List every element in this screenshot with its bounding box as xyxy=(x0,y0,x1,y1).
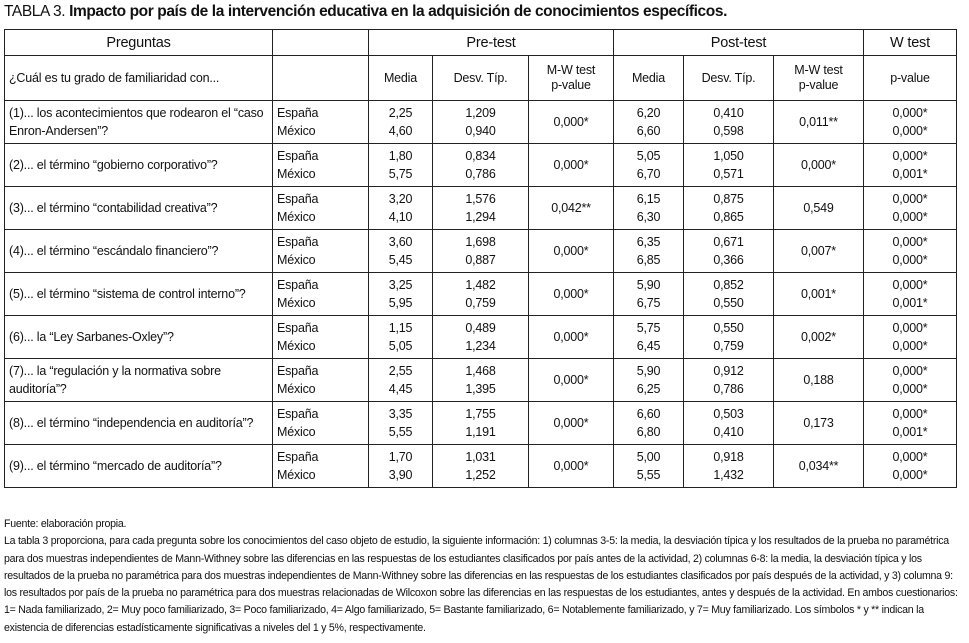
question-cell: (1)... los acontecimientos que rodearon el “caso Enron-Andersen”? xyxy=(5,101,273,144)
table-title xyxy=(4,3,727,21)
country-cell: España México xyxy=(273,230,369,273)
post-mw-cell: 0,011** xyxy=(774,101,864,144)
w-pvalue-cell: 0,000* 0,000* xyxy=(864,316,957,359)
post-desv-cell: 0,503 0,410 xyxy=(684,402,774,445)
post-mw-cell: 0,007* xyxy=(774,230,864,273)
header-pre-test: Pre-test xyxy=(369,30,614,56)
question-cell: (5)... el término “sistema de control interno”? xyxy=(5,273,273,316)
post-mw-cell: 0,034** xyxy=(774,445,864,488)
country-cell: España México xyxy=(273,101,369,144)
question-cell: (3)... el término “contabilidad creativa”? xyxy=(5,187,273,230)
pre-media-cell: 3,25 5,95 xyxy=(369,273,433,316)
table-row xyxy=(5,402,957,445)
table-row xyxy=(5,359,957,402)
header-w-pvalue: p-value xyxy=(864,56,957,101)
header-blank xyxy=(273,30,369,56)
table-caption: Impacto por país de la intervención educativa en la adquisición de conocimientos específicos. xyxy=(69,3,727,20)
country-cell: España México xyxy=(273,187,369,230)
w-pvalue-cell: 0,000* 0,000* xyxy=(864,359,957,402)
country-cell: España México xyxy=(273,273,369,316)
post-desv-cell: 0,875 0,865 xyxy=(684,187,774,230)
pre-media-cell: 2,55 4,45 xyxy=(369,359,433,402)
w-pvalue-cell: 0,000* 0,000* xyxy=(864,187,957,230)
table-row xyxy=(5,445,957,488)
post-mw-cell: 0,188 xyxy=(774,359,864,402)
pre-mw-cell: 0,000* xyxy=(529,316,614,359)
question-cell: (2)... el término “gobierno corporativo”? xyxy=(5,144,273,187)
table-row xyxy=(5,230,957,273)
pre-mw-cell: 0,000* xyxy=(529,101,614,144)
pre-desv-cell: 0,834 0,786 xyxy=(433,144,529,187)
table-row xyxy=(5,273,957,316)
header-post-media: Media xyxy=(614,56,684,101)
post-media-cell: 6,20 6,60 xyxy=(614,101,684,144)
pre-mw-cell: 0,000* xyxy=(529,273,614,316)
header-w-test: W test xyxy=(864,30,957,56)
table-notes xyxy=(4,516,966,637)
pre-desv-cell: 1,482 0,759 xyxy=(433,273,529,316)
pre-desv-cell: 0,489 1,234 xyxy=(433,316,529,359)
post-media-cell: 5,00 5,55 xyxy=(614,445,684,488)
w-pvalue-cell: 0,000* 0,001* xyxy=(864,402,957,445)
post-desv-cell: 1,050 0,571 xyxy=(684,144,774,187)
post-media-cell: 6,35 6,85 xyxy=(614,230,684,273)
question-cell: (4)... el término “escándalo financiero”? xyxy=(5,230,273,273)
country-cell: España México xyxy=(273,445,369,488)
country-cell: España México xyxy=(273,402,369,445)
header-post-mw: M-W test p-value xyxy=(774,56,864,101)
post-mw-cell: 0,002* xyxy=(774,316,864,359)
post-media-cell: 5,05 6,70 xyxy=(614,144,684,187)
pre-desv-cell: 1,468 1,395 xyxy=(433,359,529,402)
post-desv-cell: 0,671 0,366 xyxy=(684,230,774,273)
pre-mw-cell: 0,000* xyxy=(529,230,614,273)
post-mw-cell: 0,549 xyxy=(774,187,864,230)
pre-media-cell: 2,25 4,60 xyxy=(369,101,433,144)
results-table xyxy=(4,29,957,488)
table-label: TABLA 3. xyxy=(4,3,66,20)
post-mw-cell: 0,001* xyxy=(774,273,864,316)
pre-mw-cell: 0,042** xyxy=(529,187,614,230)
country-cell: España México xyxy=(273,316,369,359)
post-desv-cell: 0,918 1,432 xyxy=(684,445,774,488)
table-row xyxy=(5,101,957,144)
post-media-cell: 5,90 6,75 xyxy=(614,273,684,316)
explanation-note: La tabla 3 proporciona, para cada pregunta sobre los conocimientos del caso objeto de estudio, la siguiente información: 1) columnas 3-5: la media, la desviación típica y los resultados de la prueba no paramétrica para dos muestras independientes de Mann-Withney sobre las diferencias en las respuestas de los estudiantes clasificados por país antes de la actividad, 2) columnas 6-8: la media, la desviación típica y los resultados de la prueba no paramétrica para dos muestras independientes de Mann-Withney sobre las diferencias en las respuestas de los estudiantes clasificados por país después de la actividad, y 3) columna 9: los resultados por país de la prueba no paramétrica para dos muestras relacionadas de Wilcoxon sobre las diferencias en las respuestas de los estudiantes, antes y después de la actividad. En ambos cuestionarios: 1= Nada familiarizado, 2= Muy poco familiarizado, 3= Poco familiarizado, 4= Algo familiarizado, 5= Bastante familiarizado, 6= Notablemente familiarizado, y 7= Muy familiarizado. Los símbolos * y ** indican la existencia de diferencias estadísticamente significativas a niveles del 1 y 5%, respectivamente. xyxy=(4,535,958,634)
country-cell: España México xyxy=(273,359,369,402)
post-media-cell: 5,75 6,45 xyxy=(614,316,684,359)
header-pre-desv: Desv. Típ. xyxy=(433,56,529,101)
table-row xyxy=(5,187,957,230)
header-pre-mw: M-W test p-value xyxy=(529,56,614,101)
w-pvalue-cell: 0,000* 0,000* xyxy=(864,445,957,488)
header-preguntas: Preguntas xyxy=(5,30,273,56)
pre-mw-cell: 0,000* xyxy=(529,445,614,488)
pre-mw-cell: 0,000* xyxy=(529,402,614,445)
w-pvalue-cell: 0,000* 0,000* xyxy=(864,230,957,273)
post-mw-cell: 0,173 xyxy=(774,402,864,445)
w-pvalue-cell: 0,000* 0,001* xyxy=(864,144,957,187)
question-cell: (6)... la “Ley Sarbanes-Oxley”? xyxy=(5,316,273,359)
header-pre-media: Media xyxy=(369,56,433,101)
post-media-cell: 6,60 6,80 xyxy=(614,402,684,445)
pre-media-cell: 1,70 3,90 xyxy=(369,445,433,488)
pre-mw-cell: 0,000* xyxy=(529,359,614,402)
pre-media-cell: 3,35 5,55 xyxy=(369,402,433,445)
table-row xyxy=(5,144,957,187)
w-pvalue-cell: 0,000* 0,001* xyxy=(864,273,957,316)
pre-desv-cell: 1,576 1,294 xyxy=(433,187,529,230)
post-desv-cell: 0,410 0,598 xyxy=(684,101,774,144)
question-cell: (9)... el término “mercado de auditoría”? xyxy=(5,445,273,488)
header-blank-2 xyxy=(273,56,369,101)
post-mw-cell: 0,000* xyxy=(774,144,864,187)
header-question-intro: ¿Cuál es tu grado de familiaridad con... xyxy=(5,56,273,101)
source-note: Fuente: elaboración propia. xyxy=(4,518,127,530)
pre-desv-cell: 1,755 1,191 xyxy=(433,402,529,445)
post-media-cell: 6,15 6,30 xyxy=(614,187,684,230)
post-desv-cell: 0,852 0,550 xyxy=(684,273,774,316)
question-cell: (7)... la “regulación y la normativa sobre auditoría”? xyxy=(5,359,273,402)
pre-mw-cell: 0,000* xyxy=(529,144,614,187)
w-pvalue-cell: 0,000* 0,000* xyxy=(864,101,957,144)
table-row xyxy=(5,316,957,359)
pre-media-cell: 3,20 4,10 xyxy=(369,187,433,230)
pre-desv-cell: 1,698 0,887 xyxy=(433,230,529,273)
post-desv-cell: 0,550 0,759 xyxy=(684,316,774,359)
post-media-cell: 5,90 6,25 xyxy=(614,359,684,402)
header-post-test: Post-test xyxy=(614,30,864,56)
header-post-desv: Desv. Típ. xyxy=(684,56,774,101)
pre-desv-cell: 1,031 1,252 xyxy=(433,445,529,488)
pre-media-cell: 3,60 5,45 xyxy=(369,230,433,273)
pre-media-cell: 1,80 5,75 xyxy=(369,144,433,187)
question-cell: (8)... el término “independencia en auditoría”? xyxy=(5,402,273,445)
post-desv-cell: 0,912 0,786 xyxy=(684,359,774,402)
pre-desv-cell: 1,209 0,940 xyxy=(433,101,529,144)
country-cell: España México xyxy=(273,144,369,187)
pre-media-cell: 1,15 5,05 xyxy=(369,316,433,359)
